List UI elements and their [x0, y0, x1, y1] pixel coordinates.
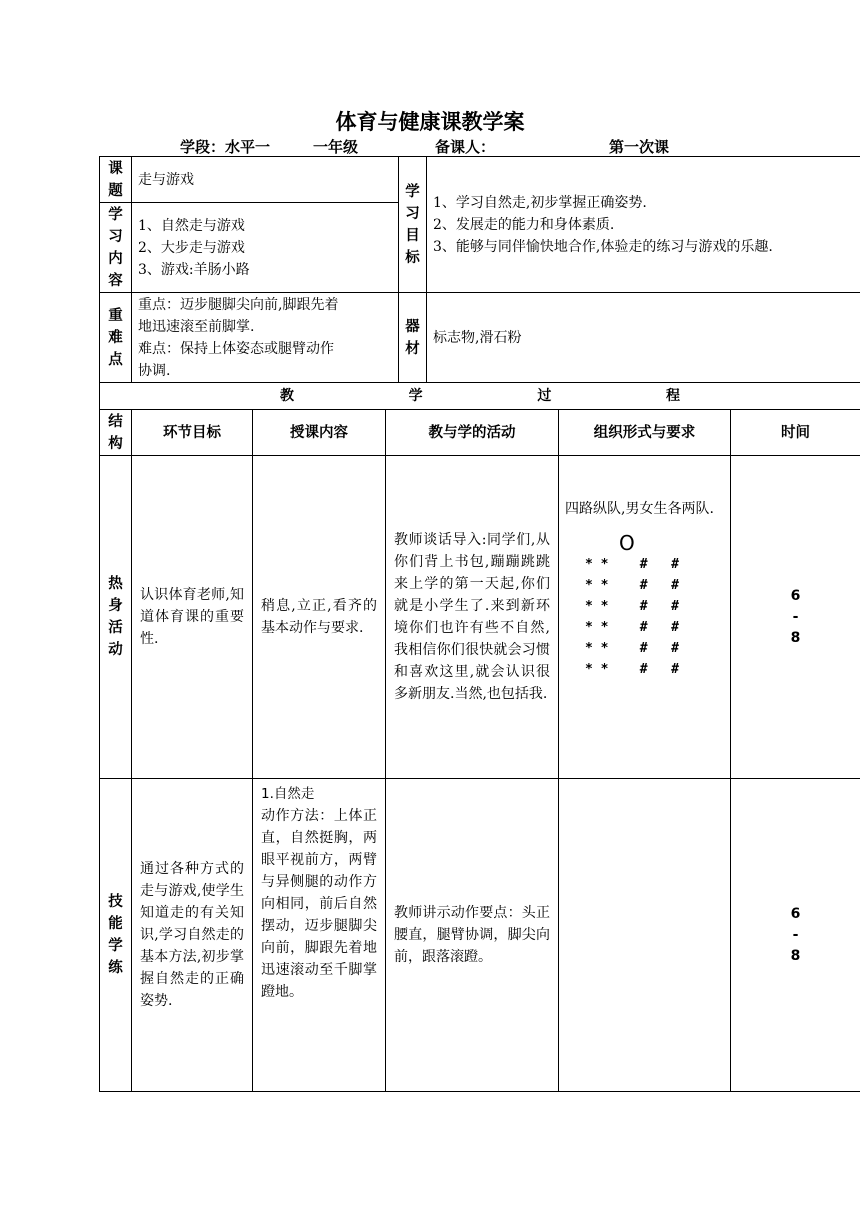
lesson-plan-table: [99, 156, 860, 1092]
time-cell: 6 - 8: [731, 779, 860, 1092]
activity-cell: 教师谈话导入:同学们,从你们背上书包,蹦蹦跳跳来上学的第一天起,你们就是小学生了.来到新环境你们也许有些不自然,我相信你们很快就会习惯和喜欢这里,就会认识很多新朋友.当然,也包括我.: [386, 456, 559, 779]
equipment-label: 器 材: [399, 293, 427, 383]
col-content: 授课内容: [253, 410, 386, 456]
table-row: [100, 779, 860, 1092]
table-row: [100, 456, 860, 779]
structure-skills: 技 能 学 练: [100, 779, 132, 1092]
structure-warmup: 热 身 活 动: [100, 456, 132, 779]
equipment-value: 标志物,滑石粉: [427, 293, 860, 383]
col-time: 时间: [731, 410, 860, 456]
page-title: 体育与健康课教学案: [335, 110, 525, 134]
content-item: 2、大步走与游戏: [138, 239, 245, 256]
organization-text: 四路纵队,男女生各两队.: [565, 501, 714, 517]
content-list: [132, 203, 399, 293]
topic-label: 课 题: [100, 157, 132, 203]
lesson-label: 第一次课: [609, 138, 670, 156]
grade-label: 一年级: [313, 138, 359, 156]
organization-cell: [559, 779, 731, 1092]
formation-row: * * # #: [585, 557, 679, 572]
process-title: 教 学 过 程: [100, 383, 860, 410]
time-cell: 6 - 8: [731, 456, 860, 779]
content-item: 3、游戏:羊肠小路: [138, 261, 250, 278]
content-text: 动作方法：上体正直，自然挺胸，两眼平视前方，两臂与异侧腿的动作方向相同，前后自然摆动，迈步腿脚尖向前，脚跟先着地迅速滚动至千脚掌蹬地。: [261, 808, 377, 1000]
goal-item: 3、能够与同伴愉快地合作,体验走的练习与游戏的乐趣.: [433, 238, 773, 255]
keypoint-label: 重 难 点: [100, 293, 132, 383]
content-label: 学 习 内 容: [100, 203, 132, 293]
stage-label: 学段：水平一: [180, 138, 271, 156]
col-goal: 环节目标: [132, 410, 253, 456]
preparer-label: 备课人：: [435, 138, 496, 156]
activity-cell: 教师讲示动作要点：头正腰直，腿臂协调，脚尖向前，跟落滚蹬。: [386, 779, 559, 1092]
goal-cell: 认识体育老师,知道体育课的重要性.: [132, 456, 253, 779]
formation-row: * * # #: [585, 641, 679, 656]
content-item: 1、自然走与游戏: [138, 217, 245, 234]
formation-row: * * # #: [585, 620, 679, 635]
goal-label: 学 习 目 标: [399, 157, 427, 293]
topic-value: 走与游戏: [132, 157, 399, 203]
formation-row: * * # #: [585, 599, 679, 614]
goal-item: 2、发展走的能力和身体素质.: [433, 216, 615, 233]
keypoint-text: 重点：迈步腿脚尖向前,脚跟先着 地迅速滚至前脚掌. 难点：保持上体姿态或腿臂动作 协调.: [132, 293, 399, 383]
content-cell: 稍息,立正,看齐的基本动作与要求.: [253, 456, 386, 779]
goal-list: [427, 157, 860, 293]
col-structure: 结 构: [100, 410, 132, 456]
goal-item: 1、学习自然走,初步掌握正确姿势.: [433, 194, 647, 211]
formation-row: * * # #: [585, 578, 679, 593]
col-activity: 教与学的活动: [386, 410, 559, 456]
formation-row: * * # #: [585, 662, 679, 677]
content-title: 1.自然走: [261, 786, 315, 802]
goal-cell: 通过各种方式的走与游戏,使学生知道走的有关知识,学习自然走的基本方法,初步掌握自然走的正确姿势.: [132, 779, 253, 1092]
col-organization: 组织形式与要求: [559, 410, 731, 456]
content-cell: [253, 779, 386, 1092]
organization-cell: [559, 456, 731, 779]
teacher-marker: O: [619, 531, 635, 555]
